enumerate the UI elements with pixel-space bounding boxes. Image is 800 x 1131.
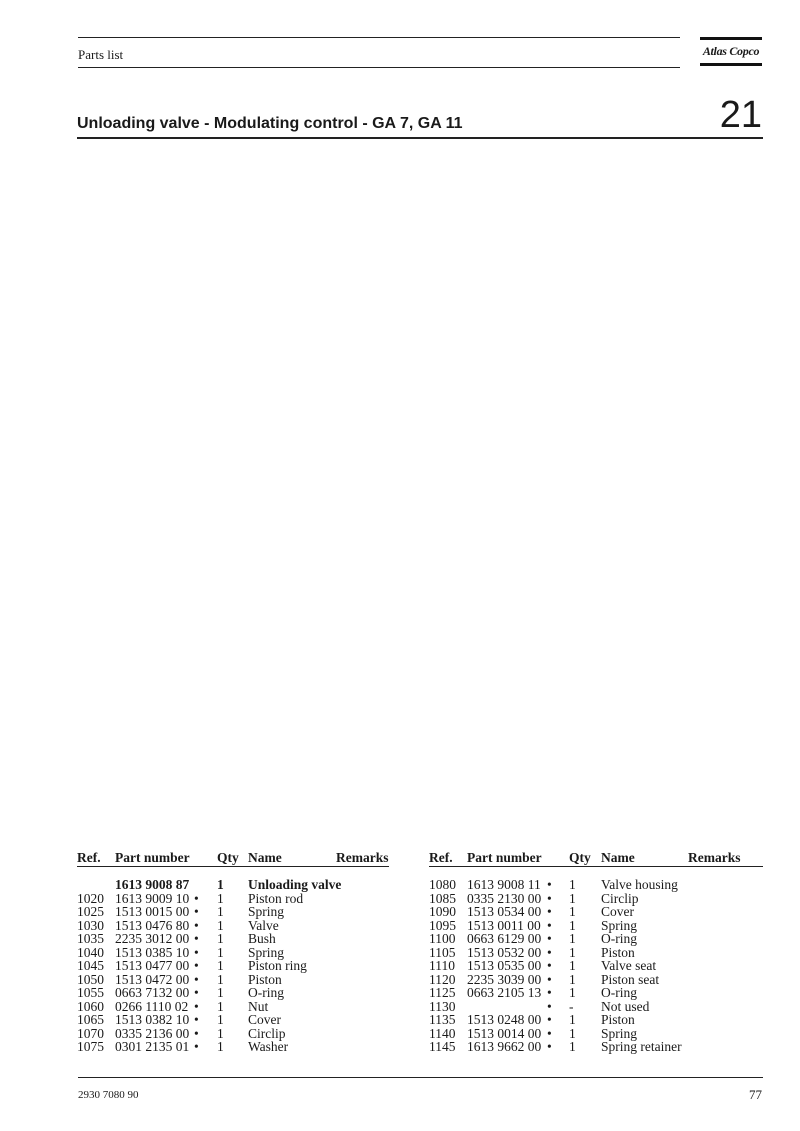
cell-qty: 1 bbox=[217, 890, 224, 906]
cell-part-number: 1513 0385 10 bbox=[115, 944, 190, 960]
cell-ref: 1090 bbox=[429, 904, 456, 919]
cell-name: Piston bbox=[601, 944, 635, 960]
cell-marker: • bbox=[194, 944, 199, 960]
header-part-number: Part number bbox=[115, 850, 190, 865]
table-row bbox=[429, 905, 763, 919]
cell-name: Valve bbox=[248, 917, 279, 933]
cell-qty: 1 bbox=[569, 1012, 576, 1027]
illustration-area bbox=[77, 145, 763, 835]
table-row bbox=[429, 1013, 763, 1027]
header-ref: Ref. bbox=[77, 850, 101, 865]
table-row bbox=[429, 986, 763, 1000]
cell-part-number: 0335 2130 00 bbox=[467, 890, 542, 906]
cell-marker: • bbox=[547, 890, 552, 906]
table-row bbox=[429, 878, 763, 892]
cell-qty: 1 bbox=[217, 1012, 224, 1027]
cell-marker: • bbox=[547, 971, 552, 987]
table-row bbox=[429, 973, 763, 987]
left-parts-table bbox=[77, 878, 397, 1054]
section-number: 21 bbox=[719, 94, 762, 136]
cell-name: O-ring bbox=[248, 985, 284, 1000]
footer-rule bbox=[78, 1077, 763, 1078]
header-remarks: Remarks bbox=[688, 850, 741, 865]
cell-name: Piston seat bbox=[601, 971, 660, 987]
cell-qty: 1 bbox=[217, 971, 224, 987]
cell-qty: 1 bbox=[569, 944, 576, 960]
cell-ref: 1030 bbox=[77, 917, 104, 933]
page-title: Unloading valve - Modulating control - GA 7, GA 11 bbox=[77, 115, 463, 132]
right-parts-table bbox=[429, 878, 763, 1054]
cell-qty: 1 bbox=[217, 985, 224, 1000]
cell-ref: 1045 bbox=[77, 958, 104, 973]
cell-qty: 1 bbox=[217, 958, 224, 973]
cell-ref: 1070 bbox=[77, 1025, 104, 1041]
table-row bbox=[77, 878, 397, 892]
cell-marker: • bbox=[547, 877, 552, 892]
cell-qty: 1 bbox=[569, 904, 576, 919]
cell-part-number: 1513 0014 00 bbox=[467, 1025, 542, 1041]
cell-part-number: 1513 0535 00 bbox=[467, 958, 542, 973]
cell-part-number: 2235 3012 00 bbox=[115, 931, 190, 946]
cell-qty: 1 bbox=[569, 958, 576, 973]
cell-name: Piston bbox=[601, 1012, 635, 1027]
header-top-rule bbox=[78, 37, 680, 38]
cell-name: Piston ring bbox=[248, 958, 307, 973]
table-row bbox=[77, 1027, 397, 1041]
cell-marker: • bbox=[194, 1039, 199, 1054]
document-number: 2930 7080 90 bbox=[78, 1089, 139, 1101]
cell-qty: 1 bbox=[569, 971, 576, 987]
table-row bbox=[77, 919, 397, 933]
cell-qty: 1 bbox=[569, 1025, 576, 1041]
left-header-rule bbox=[77, 866, 389, 867]
left-column-headers bbox=[77, 850, 397, 866]
header-remarks: Remarks bbox=[336, 850, 389, 865]
cell-name: Nut bbox=[248, 998, 269, 1014]
cell-name: Valve seat bbox=[601, 958, 657, 973]
cell-qty: 1 bbox=[217, 877, 224, 892]
cell-qty: 1 bbox=[217, 1039, 224, 1054]
right-column-headers bbox=[429, 850, 763, 866]
table-row bbox=[77, 932, 397, 946]
cell-name: Washer bbox=[248, 1039, 289, 1054]
cell-part-number: 2235 3039 00 bbox=[467, 971, 542, 987]
cell-marker: • bbox=[547, 998, 552, 1014]
table-row bbox=[77, 1040, 397, 1054]
table-row bbox=[77, 946, 397, 960]
cell-ref: 1085 bbox=[429, 890, 456, 906]
logo-wordmark: Atlas Copco bbox=[702, 44, 760, 58]
cell-qty: 1 bbox=[217, 904, 224, 919]
table-row bbox=[429, 1027, 763, 1041]
table-row bbox=[429, 932, 763, 946]
cell-part-number: 1613 9008 11 bbox=[467, 877, 541, 892]
cell-marker: • bbox=[194, 917, 199, 933]
cell-part-number: 0301 2135 01 bbox=[115, 1039, 190, 1054]
cell-ref: 1140 bbox=[429, 1025, 456, 1041]
cell-part-number: 0663 7132 00 bbox=[115, 985, 190, 1000]
cell-qty: 1 bbox=[569, 877, 576, 892]
cell-part-number: 1513 0382 10 bbox=[115, 1012, 190, 1027]
cell-ref: 1135 bbox=[429, 1012, 456, 1027]
cell-ref: 1035 bbox=[77, 931, 104, 946]
cell-ref: 1065 bbox=[77, 1012, 104, 1027]
cell-qty: 1 bbox=[569, 890, 576, 906]
cell-name: Spring bbox=[601, 917, 638, 933]
cell-name: Cover bbox=[248, 1012, 281, 1027]
table-row bbox=[77, 973, 397, 987]
table-row bbox=[429, 1040, 763, 1054]
cell-part-number: 1513 0011 00 bbox=[467, 917, 541, 933]
cell-ref: 1145 bbox=[429, 1039, 456, 1054]
cell-name: Unloading valve bbox=[248, 877, 342, 892]
atlas-copco-logo bbox=[700, 37, 762, 67]
cell-marker: • bbox=[194, 971, 199, 987]
cell-part-number: 1613 9009 10 bbox=[115, 890, 190, 906]
cell-name: Circlip bbox=[601, 890, 639, 906]
cell-part-number: 0663 6129 00 bbox=[467, 931, 542, 946]
header-name: Name bbox=[601, 850, 635, 865]
cell-name: Spring retainer bbox=[601, 1039, 682, 1054]
cell-qty: 1 bbox=[569, 931, 576, 946]
cell-marker: • bbox=[194, 904, 199, 919]
table-row bbox=[429, 946, 763, 960]
cell-marker: • bbox=[194, 958, 199, 973]
cell-marker: • bbox=[547, 1039, 552, 1054]
cell-ref: 1060 bbox=[77, 998, 104, 1014]
cell-name: Spring bbox=[601, 1025, 638, 1041]
cell-name: Spring bbox=[248, 904, 285, 919]
cell-ref: 1025 bbox=[77, 904, 104, 919]
cell-ref: 1050 bbox=[77, 971, 104, 987]
table-row bbox=[429, 892, 763, 906]
cell-qty: 1 bbox=[217, 1025, 224, 1041]
cell-name: Valve housing bbox=[601, 877, 678, 892]
cell-part-number: 1513 0472 00 bbox=[115, 971, 190, 987]
cell-qty: 1 bbox=[569, 1039, 576, 1054]
cell-marker: • bbox=[547, 1012, 552, 1027]
header-ref: Ref. bbox=[429, 850, 453, 865]
cell-part-number: 1613 9008 87 bbox=[115, 877, 190, 892]
cell-marker: • bbox=[547, 958, 552, 973]
cell-ref: 1125 bbox=[429, 985, 456, 1000]
right-header-rule bbox=[429, 866, 763, 867]
cell-name: O-ring bbox=[601, 931, 637, 946]
cell-marker: • bbox=[547, 904, 552, 919]
header-qty: Qty bbox=[217, 850, 239, 865]
cell-marker: • bbox=[194, 1012, 199, 1027]
cell-marker: • bbox=[194, 931, 199, 946]
cell-marker: • bbox=[547, 917, 552, 933]
cell-name: Spring bbox=[248, 944, 285, 960]
cell-qty: - bbox=[569, 998, 574, 1014]
cell-ref: 1095 bbox=[429, 917, 456, 933]
header-name: Name bbox=[248, 850, 282, 865]
table-row bbox=[77, 892, 397, 906]
running-head: Parts list bbox=[78, 47, 124, 62]
cell-name: Bush bbox=[248, 931, 276, 946]
cell-part-number: 1513 0534 00 bbox=[467, 904, 542, 919]
table-row bbox=[429, 919, 763, 933]
cell-part-number: 0266 1110 02 bbox=[115, 998, 189, 1014]
cell-name: Cover bbox=[601, 904, 634, 919]
header-bottom-rule bbox=[78, 67, 680, 68]
cell-name: Circlip bbox=[248, 1025, 286, 1041]
cell-marker: • bbox=[547, 931, 552, 946]
cell-name: O-ring bbox=[601, 985, 637, 1000]
cell-part-number: 1513 0476 80 bbox=[115, 917, 190, 933]
cell-name: Piston rod bbox=[248, 890, 304, 906]
header-part-number: Part number bbox=[467, 850, 542, 865]
cell-qty: 1 bbox=[217, 931, 224, 946]
cell-ref: 1130 bbox=[429, 998, 456, 1014]
cell-ref: 1100 bbox=[429, 931, 456, 946]
cell-part-number: 0335 2136 00 bbox=[115, 1025, 190, 1041]
cell-marker: • bbox=[547, 1025, 552, 1041]
title-rule bbox=[77, 137, 763, 139]
cell-name: Not used bbox=[601, 998, 650, 1014]
cell-part-number: 1613 9662 00 bbox=[467, 1039, 542, 1054]
cell-ref: 1075 bbox=[77, 1039, 104, 1054]
cell-ref: 1120 bbox=[429, 971, 456, 987]
cell-part-number: 1513 0015 00 bbox=[115, 904, 190, 919]
cell-marker: • bbox=[547, 985, 552, 1000]
cell-part-number: 0663 2105 13 bbox=[467, 985, 542, 1000]
table-row bbox=[77, 905, 397, 919]
cell-marker: • bbox=[194, 1025, 199, 1041]
table-row bbox=[77, 986, 397, 1000]
logo-bottom-bar bbox=[700, 63, 762, 66]
cell-marker: • bbox=[194, 890, 199, 906]
cell-part-number: 1513 0477 00 bbox=[115, 958, 190, 973]
cell-qty: 1 bbox=[569, 917, 576, 933]
table-row bbox=[429, 1000, 763, 1014]
cell-ref: 1055 bbox=[77, 985, 104, 1000]
table-row bbox=[429, 959, 763, 973]
cell-qty: 1 bbox=[569, 985, 576, 1000]
logo-top-bar bbox=[700, 37, 762, 40]
table-row bbox=[77, 1000, 397, 1014]
cell-part-number: 1513 0532 00 bbox=[467, 944, 542, 960]
cell-ref: 1105 bbox=[429, 944, 456, 960]
cell-qty: 1 bbox=[217, 917, 224, 933]
cell-name: Piston bbox=[248, 971, 282, 987]
cell-part-number: 1513 0248 00 bbox=[467, 1012, 542, 1027]
header-qty: Qty bbox=[569, 850, 591, 865]
cell-marker: • bbox=[194, 998, 199, 1014]
cell-qty: 1 bbox=[217, 944, 224, 960]
table-row bbox=[77, 959, 397, 973]
cell-ref: 1080 bbox=[429, 877, 456, 892]
cell-qty: 1 bbox=[217, 998, 224, 1014]
cell-marker: • bbox=[194, 985, 199, 1000]
cell-marker: • bbox=[547, 944, 552, 960]
cell-ref: 1110 bbox=[429, 958, 455, 973]
table-row bbox=[77, 1013, 397, 1027]
cell-ref: 1020 bbox=[77, 890, 104, 906]
page-number: 77 bbox=[749, 1087, 762, 1102]
cell-ref: 1040 bbox=[77, 944, 104, 960]
